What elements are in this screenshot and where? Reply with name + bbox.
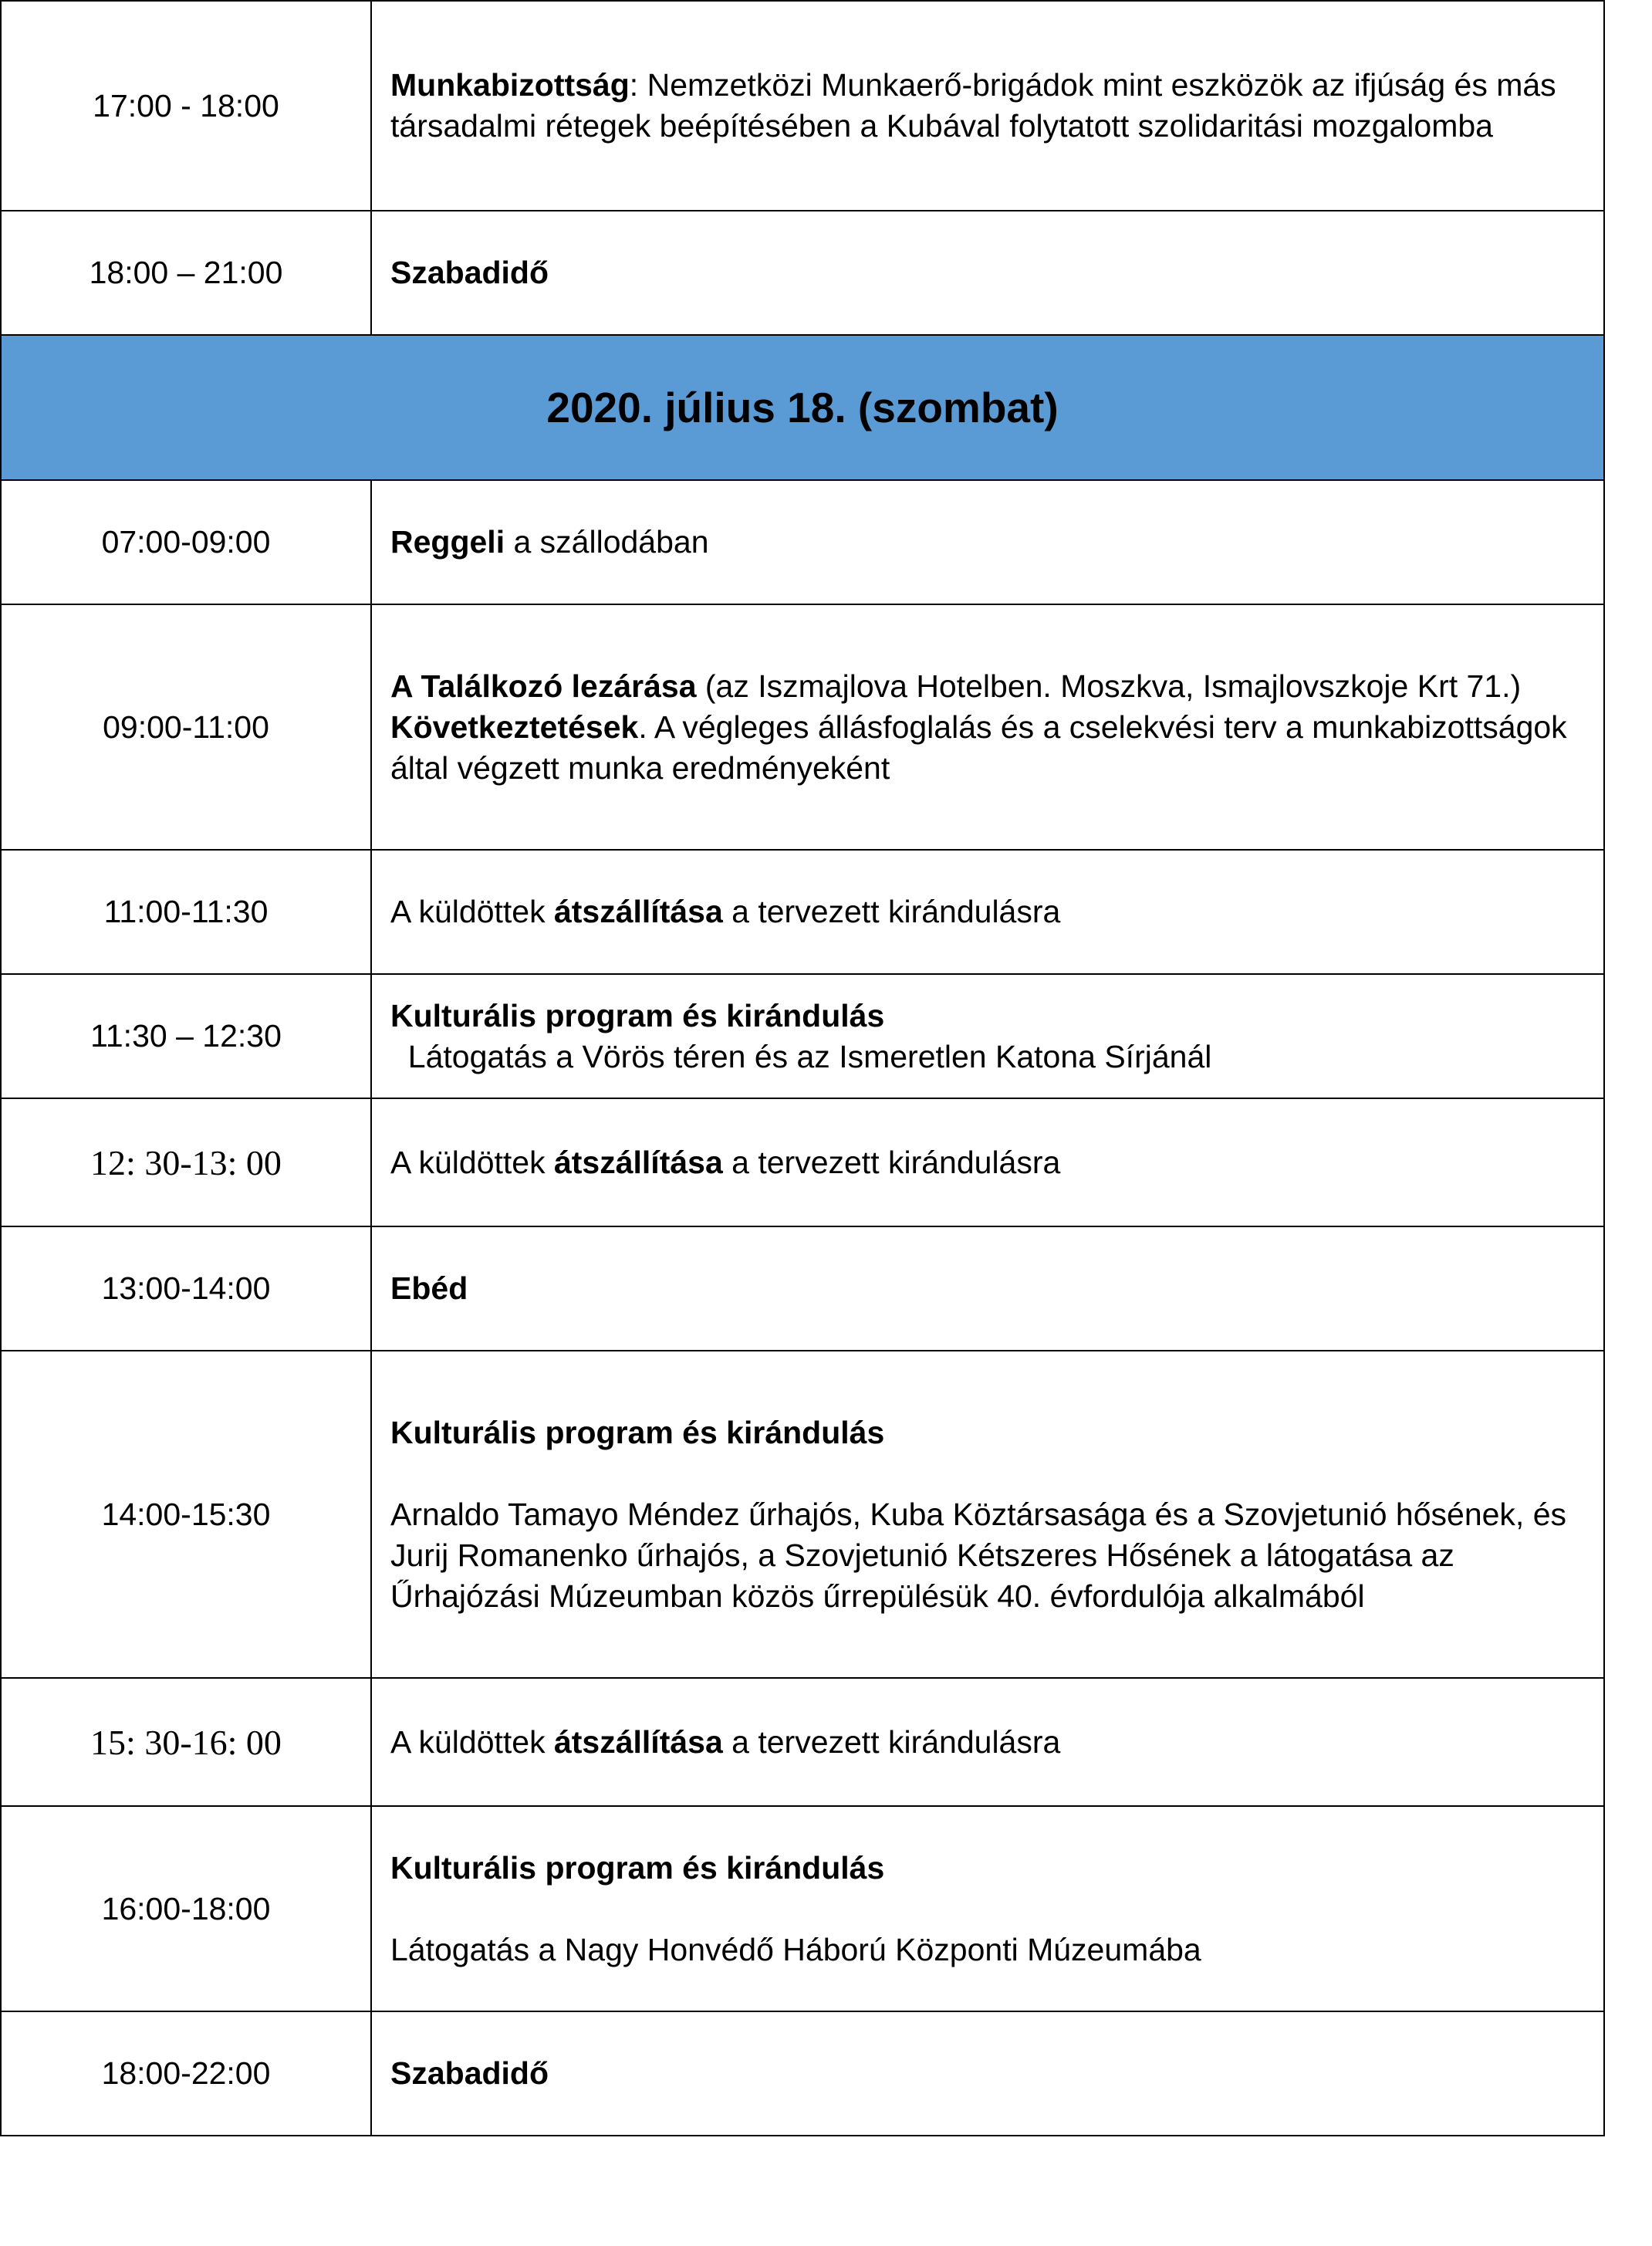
text-segment: A küldöttek [390,1723,554,1760]
schedule-row [1,850,1604,974]
time-cell: 14:00-15:30 [1,1351,371,1678]
bold-text: Ebéd [390,1270,468,1306]
time-cell: 12: 30-13: 00 [1,1098,371,1226]
time-cell: 13:00-14:00 [1,1226,371,1351]
bold-text: Szabadidő [390,255,549,290]
text-segment: a tervezett kirándulásra [722,1723,1061,1760]
description-line [390,1268,1585,1309]
schedule-row [1,480,1604,604]
time-cell: 09:00-11:00 [1,604,371,850]
date-banner: 2020. július 18. (szombat) [1,335,1604,480]
description-line [390,1453,1585,1494]
date-banner-row [1,335,1604,480]
bold-text: átszállítása [553,1723,723,1760]
bold-text: A Találkozó lezárása [390,668,697,704]
bold-text: Kulturális program és kirándulás [390,1414,885,1450]
description-line [390,522,1585,563]
description-line [390,707,1585,789]
description-cell [371,974,1604,1098]
description-cell [371,1678,1604,1806]
description-line [390,1412,1585,1453]
description-line [390,1722,1585,1763]
time-cell: 15: 30-16: 00 [1,1678,371,1806]
description-cell [371,1806,1604,2011]
description-line [390,1930,1585,1970]
description-cell [371,211,1604,335]
text-segment: a tervezett kirándulásra [722,894,1061,929]
text-segment: (az Iszmajlova Hotelben. Moszkva, Ismajlovszkoje Krt 71.) [696,668,1522,704]
schedule-row [1,1226,1604,1351]
description-line [390,891,1585,932]
description-cell [371,1351,1604,1678]
description-line [390,1889,1585,1930]
description-line [390,666,1585,707]
schedule-row [1,211,1604,335]
text-segment: Arnaldo Tamayo Méndez űrhajós, Kuba Köztársasága és a Szovjetunió hősének, és Jurij Romanenko űrhajós, a Szovjetunió Kétszeres Hősének a látogatása az Űrhajózási Múzeumban közös űrrepülésük 40. évfordulója alkalmából [390,1496,1576,1614]
description-line [390,65,1585,147]
schedule-row [1,1,1604,211]
description-cell [371,1226,1604,1351]
time-cell: 16:00-18:00 [1,1806,371,2011]
time-cell: 07:00-09:00 [1,480,371,604]
description-cell [371,604,1604,850]
bold-text: átszállítása [553,1144,723,1180]
text-segment: a tervezett kirándulásra [722,1144,1061,1180]
schedule-row [1,1678,1604,1806]
description-cell [371,2011,1604,2136]
text-segment: Látogatás a Nagy Honvédő Háború Központi Múzeumába [390,1931,1201,1967]
bold-text: Kulturális program és kirándulás [390,1849,885,1886]
schedule-row [1,604,1604,850]
description-line [390,2053,1585,2094]
schedule-row [1,1351,1604,1678]
time-cell: 11:00-11:30 [1,850,371,974]
description-line [390,1494,1585,1617]
description-cell [371,850,1604,974]
time-cell: 11:30 – 12:30 [1,974,371,1098]
description-line [390,1848,1585,1889]
description-line [390,1037,1585,1077]
schedule-body [1,1,1604,2136]
text-segment: : Nemzetközi Munkaerő-brigádok mint eszközök az ifjúság és más társadalmi rétegek beépítésében a Kubával folytatott szolidaritási mozgalomba [390,67,1566,144]
description-cell [371,480,1604,604]
text-segment: a szállodában [505,524,709,560]
text-segment: A küldöttek [390,894,554,929]
schedule-row [1,1806,1604,2011]
bold-text: Következtetések [390,709,639,745]
schedule-row [1,974,1604,1098]
description-cell [371,1,1604,211]
description-line [390,996,1585,1037]
schedule-row [1,1098,1604,1226]
text-segment: A küldöttek [390,1144,554,1180]
bold-text: Szabadidő [390,2055,549,2091]
time-cell: 18:00 – 21:00 [1,211,371,335]
bold-text: Munkabizottság [390,67,630,103]
time-cell: 18:00-22:00 [1,2011,371,2136]
schedule-row [1,2011,1604,2136]
bold-text: átszállítása [553,894,723,929]
bold-text: Reggeli [390,524,505,560]
text-segment: Látogatás a Vörös téren és az Ismeretlen Katona Sírjánál [390,1038,1212,1074]
text-segment: . A végleges állásfoglalás és a cselekvési terv a munkabizottságok által végzett munka eredményeként [390,709,1576,786]
description-cell [371,1098,1604,1226]
time-cell: 17:00 - 18:00 [1,1,371,211]
bold-text: Kulturális program és kirándulás [390,997,885,1033]
description-line [390,1142,1585,1183]
description-line [390,252,1585,293]
